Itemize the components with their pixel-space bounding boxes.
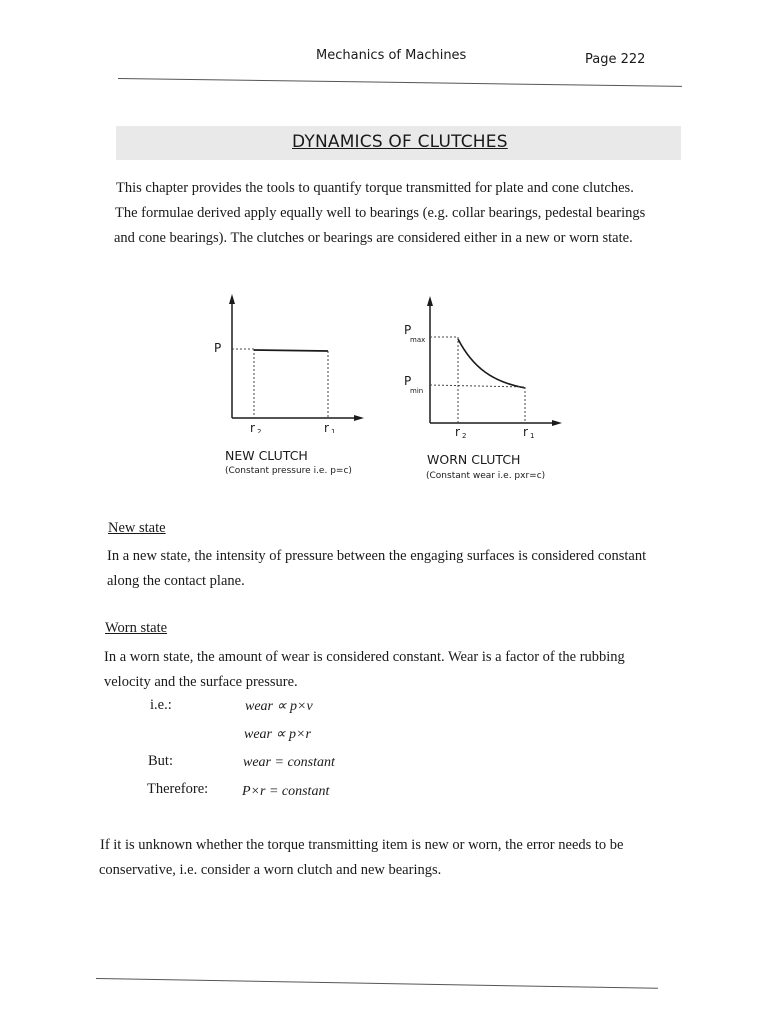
chapter-title: DYNAMICS OF CLUTCHES	[292, 132, 508, 152]
worn-r2-label: r	[455, 425, 460, 439]
new-r2-sub: 2	[257, 428, 262, 433]
intro-line-2: The formulae derived apply equally well to bearings (e.g. collar bearings, pedestal bearings	[115, 205, 646, 221]
worn-pmin-sub: min	[410, 387, 424, 395]
new-state-line-2: along the contact plane.	[107, 573, 245, 589]
intro-line-1: This chapter provides the tools to quantify torque transmitted for plate and cone clutches.	[116, 180, 634, 196]
worn-r1-label: r	[523, 425, 528, 439]
worn-clutch-diagram	[398, 290, 573, 440]
worn-clutch-subcaption: (Constant wear i.e. pxr=c)	[426, 471, 546, 481]
new-r2-label: r	[250, 421, 255, 433]
new-r1-sub: 1	[331, 428, 336, 433]
eq-label-therefore: Therefore:	[147, 781, 209, 797]
worn-r1-sub: 1	[530, 432, 535, 440]
worn-pmax-label: P	[404, 323, 412, 337]
worn-clutch-caption: WORN CLUTCH	[427, 452, 521, 467]
footer-rule	[96, 978, 658, 989]
worn-state-line-1: In a worn state, the amount of wear is considered constant. Wear is a factor of the rubbing	[104, 649, 625, 665]
intro-line-3: and cone bearings). The clutches or bearings are considered either in a new or worn state.	[114, 230, 633, 246]
new-clutch-subcaption: (Constant pressure i.e. p=c)	[225, 466, 352, 476]
worn-r2-sub: 2	[462, 432, 467, 440]
conclusion-line-2: conservative, i.e. consider a worn clutch and new bearings.	[99, 862, 442, 878]
worn-state-line-2: velocity and the surface pressure.	[104, 674, 298, 690]
worn-state-heading: Worn state	[105, 620, 168, 636]
new-clutch-caption: NEW CLUTCH	[225, 448, 308, 463]
new-p-label: P	[214, 341, 222, 355]
eq-wear-pv: wear ∝ p×v	[245, 699, 313, 714]
conclusion-line-1: If it is unknown whether the torque transmitting item is new or worn, the error needs to be	[100, 837, 624, 853]
header-title: Mechanics of Machines	[316, 48, 467, 63]
worn-pmin-label: P	[404, 374, 412, 388]
eq-wear-pr: wear ∝ p×r	[244, 727, 311, 742]
new-r1-label: r	[324, 421, 329, 433]
header-rule	[118, 78, 682, 87]
eq-wear-const: wear = constant	[243, 755, 335, 770]
eq-pr-const: P×r = constant	[242, 784, 330, 799]
page-number: Page 222	[585, 52, 646, 67]
new-state-line-1: In a new state, the intensity of pressure between the engaging surfaces is considered constant	[107, 548, 647, 564]
worn-pmax-sub: max	[410, 336, 426, 344]
eq-label-ie: i.e.:	[150, 697, 172, 713]
new-state-heading: New state	[108, 520, 166, 536]
new-clutch-diagram	[200, 288, 375, 433]
eq-label-but: But:	[148, 753, 173, 769]
